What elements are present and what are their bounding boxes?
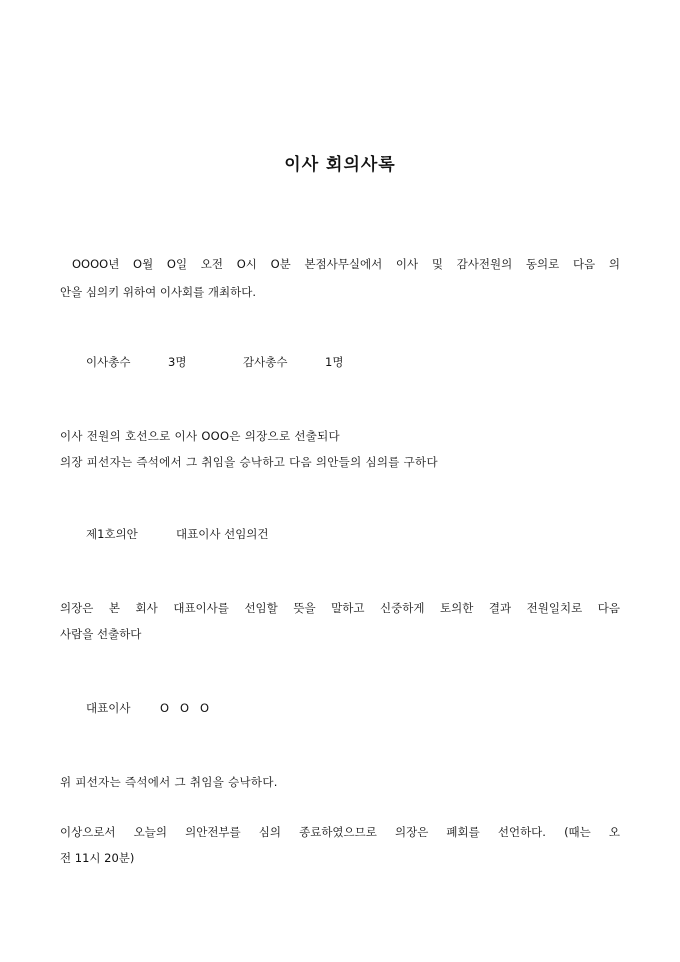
agenda-number: 제1호의안 [86, 527, 138, 541]
opening-line-1: OOOO년 O월 O일 오전 O시 O분 본점사무실에서 이사 및 감사전원의 동의로 다음 의 [72, 257, 620, 271]
closing-line-1: 이상으로서 오늘의 의안전부를 심의 종료하였으므로 의장은 폐회를 선언하다. (때는 오 [60, 825, 620, 839]
appointee-name: O O O [160, 701, 210, 715]
document-title: 이사 회의사록 [284, 155, 396, 175]
directors-count-label: 이사총수 [86, 355, 131, 369]
auditors-count-label: 감사총수 [243, 355, 288, 369]
deliberation-line-2: 사람을 선출하다 [60, 627, 142, 641]
deliberation-line-1: 의장은 본 회사 대표이사를 선임할 뜻을 말하고 신중하게 토의한 결과 전원일치로 다음 [60, 601, 620, 615]
agenda-title: 대표이사 선임의건 [176, 527, 269, 541]
directors-count-value: 3명 [168, 355, 187, 369]
closing-line-2: 전 11시 20분) [60, 851, 135, 865]
auditors-count-value: 1명 [325, 355, 344, 369]
opening-line-2: 안을 심의키 위하여 이사회를 개최하다. [60, 285, 257, 299]
acceptance-line: 위 피선자는 즉석에서 그 취임을 승낙하다. [60, 775, 278, 789]
chair-election-line: 이사 전원의 호선으로 이사 OOO은 의장으로 선출되다 [60, 429, 340, 443]
chair-acceptance-line: 의장 피선자는 즉석에서 그 취임을 승낙하고 다음 의안들의 심의를 구하다 [60, 455, 438, 469]
appointee-label: 대표이사 [86, 701, 131, 715]
